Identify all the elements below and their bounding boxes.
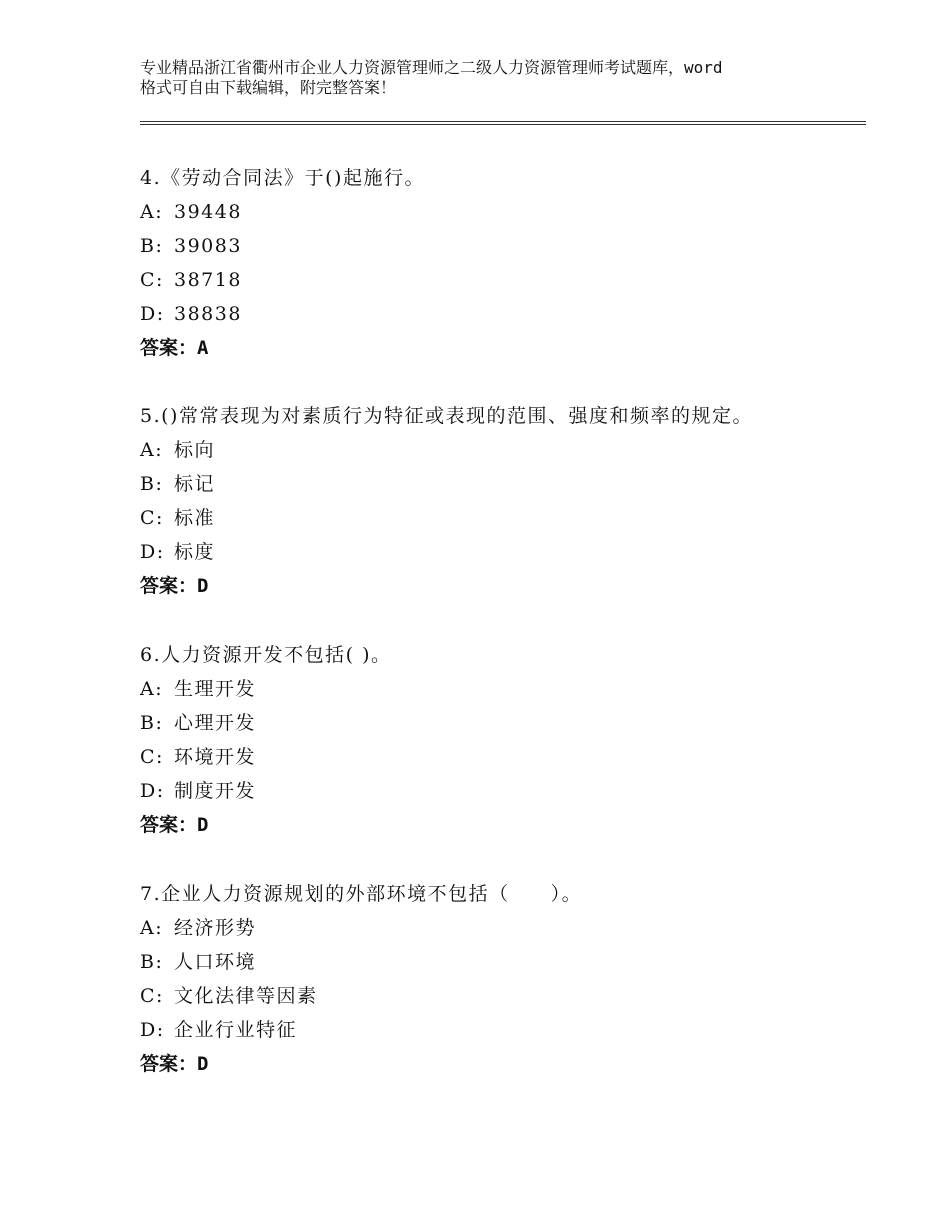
option-letter: B: [140,712,164,734]
option-letter: D: [140,541,165,563]
option-letter: D: [140,780,165,802]
question-block [140,161,880,365]
option-text: 人口环境 [174,951,257,973]
question-block [140,399,880,603]
option-letter: C: [140,269,164,291]
option-letter: B: [140,951,164,973]
option-a [140,195,880,229]
option-text: 标度 [174,541,216,563]
option-letter: A: [140,201,164,223]
option-c [140,979,880,1013]
option-d [140,774,880,808]
option-letter: C: [140,746,164,768]
header-divider-top [140,121,866,122]
document-header [140,58,830,98]
option-d [140,297,880,331]
option-text: 生理开发 [174,678,257,700]
option-a [140,672,880,706]
option-text: 标准 [174,507,216,529]
option-c [140,263,880,297]
option-letter: C: [140,985,164,1007]
option-d [140,535,880,569]
option-text: 38718 [174,269,242,291]
question-title: 6.人力资源开发不包括( )。 [140,644,392,666]
option-letter: A: [140,439,164,461]
option-text: 环境开发 [174,746,257,768]
option-text: 标向 [174,439,216,461]
option-b [140,706,880,740]
option-letter: A: [140,678,164,700]
option-letter: C: [140,507,164,529]
option-letter: A: [140,917,164,939]
option-text: 38838 [174,303,242,325]
answer-label: 答案：D [140,1053,209,1075]
answer-label: 答案：D [140,814,209,836]
question-block [140,638,880,842]
option-c [140,740,880,774]
option-letter: D: [140,1019,165,1041]
answer-label: 答案：D [140,575,209,597]
option-d [140,1013,880,1047]
option-text: 39083 [174,235,242,257]
option-text: 39448 [174,201,242,223]
option-c [140,501,880,535]
question-title: 5.()常常表现为对素质行为特征或表现的范围、强度和频率的规定。 [140,405,753,427]
option-text: 制度开发 [174,780,257,802]
option-b [140,467,880,501]
question-title: 4.《劳动合同法》于()起施行。 [140,167,425,189]
option-a [140,433,880,467]
answer-label: 答案：A [140,337,209,359]
option-letter: D: [140,303,165,325]
option-b [140,945,880,979]
header-line-1: 专业精品浙江省衢州市企业人力资源管理师之二级人力资源管理师考试题库，word [140,58,723,77]
option-letter: B: [140,235,164,257]
option-a [140,911,880,945]
option-text: 心理开发 [174,712,257,734]
header-line-2: 格式可自由下载编辑，附完整答案！ [140,78,397,97]
question-title: 7.企业人力资源规划的外部环境不包括（ ）。 [140,883,583,905]
header-divider-bottom [140,124,866,125]
question-block [140,877,880,1081]
option-text: 文化法律等因素 [174,985,318,1007]
option-text: 经济形势 [174,917,257,939]
option-text: 标记 [174,473,216,495]
option-letter: B: [140,473,164,495]
option-text: 企业行业特征 [174,1019,298,1041]
option-b [140,229,880,263]
